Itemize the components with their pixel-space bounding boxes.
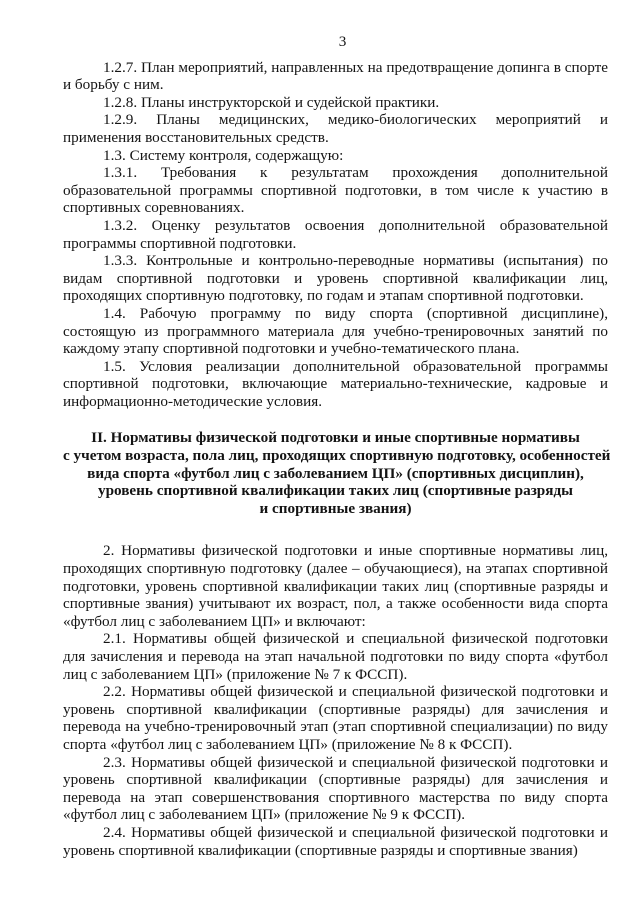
section-heading-line: с учетом возраста, пола лиц, проходящих спортивную подготовку, особенностей xyxy=(63,447,611,465)
paragraph-2-2: 2.2. Нормативы общей физической и специальной физической подготовки и уровень спортивной квалификации (спортивные разряды) для зачисления и перевода на учебно-тренировочный этап (этап спортивной специализации) по виду спорта «футбол лиц с заболеванием ЦП» (приложение № 8 к ФССП). xyxy=(63,683,608,753)
paragraph-1-5: 1.5. Условия реализации дополнительной образовательной программы спортивной подготовки, включающие материально-технические, кадровые и информационно-методические условия. xyxy=(63,357,608,410)
paragraph-2-4: 2.4. Нормативы общей физической и специальной физической подготовки и уровень спортивной квалификации (спортивные разряды и спортивные звания) xyxy=(63,823,608,859)
paragraph-1-4: 1.4. Рабочую программу по виду спорта (спортивной дисциплине), состоящую из программного материала для учебно-тренировочных занятий по каждому этапу спортивной подготовки и учебно-тематического плана. xyxy=(63,304,608,358)
paragraph-2: 2. Нормативы физической подготовки и иные спортивные нормативы лиц, проходящих спортивную подготовку (далее – обучающиеся), на этапах спортивной подготовки, уровень спортивной квалификации таких лиц (спортивные разряды и спортивные звания) учитывают их возраст, пол, а также особенности вида спорта «футбол лиц с заболеванием ЦП» и включают: xyxy=(63,542,608,630)
paragraph-1-2-8: 1.2.8. Планы инструкторской и судейской практики. xyxy=(103,93,440,111)
section-heading-line: вида спорта «футбол лиц с заболеванием ЦП» (спортивных дисциплин), xyxy=(87,464,584,482)
paragraph-1-3-3: 1.3.3. Контрольные и контрольно-переводные нормативы (испытания) по видам спортивной подготовки и уровень спортивной квалификации лиц, проходящих спортивную подготовку, по годам и этапам спортивной подготовки. xyxy=(63,252,608,305)
paragraph-1-3-2: 1.3.2. Оценку результатов освоения дополнительной образовательной программы спортивной подготовки. xyxy=(63,216,608,252)
section-heading xyxy=(63,429,611,517)
paragraph-1-3-1: 1.3.1. Требования к результатам прохождения дополнительной образовательной программы спортивной подготовки, в том числе к участию в спортивных соревнованиях. xyxy=(63,164,608,217)
paragraph-2-1: 2.1. Нормативы общей физической и специальной физической подготовки для зачисления и перевода на этап начальной подготовки по виду спорта «футбол лиц с заболеванием ЦП» (приложение № 7 к ФССП). xyxy=(63,630,608,683)
section-heading-line: и спортивные звания) xyxy=(259,499,412,517)
section-heading-line: II. Нормативы физической подготовки и иные спортивные нормативы xyxy=(91,429,580,447)
paragraph-1-2-7: 1.2.7. План мероприятий, направленных на предотвращение допинга в спорте и борьбу с ним. xyxy=(63,58,608,94)
paragraph-1-3: 1.3. Систему контроля, содержащую: xyxy=(103,146,344,164)
page-number: 3 xyxy=(338,33,347,50)
paragraph-1-2-9: 1.2.9. Планы медицинских, медико-биологических мероприятий и применения восстановительных средств. xyxy=(63,111,608,146)
section-heading-line: уровень спортивной квалификации таких лиц (спортивные разряды xyxy=(97,482,574,500)
paragraph-2-3: 2.3. Нормативы общей физической и специальной физической подготовки и уровень спортивной квалификации (спортивные разряды) для зачисления и перевода на этап совершенствования спортивного мастерства по виду спорта «футбол лиц с заболеванием ЦП» (приложение № 9 к ФССП). xyxy=(63,753,608,824)
